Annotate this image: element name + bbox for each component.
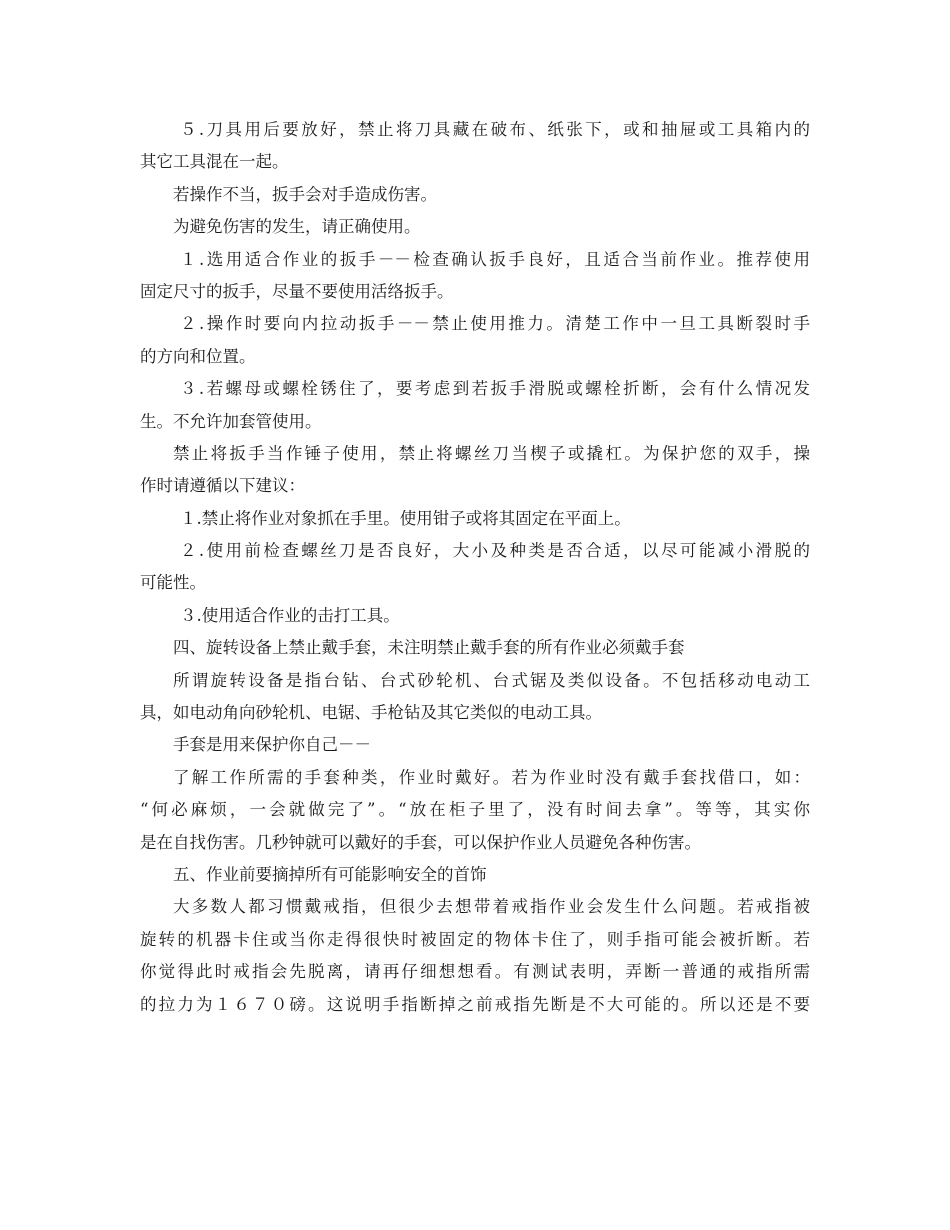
document-body: [140, 114, 810, 1021]
paragraph-line: 生。不允许加套管使用。: [140, 411, 322, 431]
paragraph-line: ３.使用适合作业的击打工具。: [180, 605, 400, 625]
paragraph-line: ３.若螺母或螺栓锈住了，要考虑到若扳手滑脱或螺栓折断，会有什么情况发: [180, 379, 810, 399]
paragraph-line: 是在自找伤害。几秒钟就可以戴好的手套，可以保护作业人员避免各种伤害。: [140, 832, 701, 852]
paragraph-line: 的拉力为１６７０磅。这说明手指断掉之前戒指先断是不大可能的。所以还是不要: [140, 994, 810, 1014]
paragraph-line: 你觉得此时戒指会先脱离，请再仔细想想看。有测试表明，弄断一普通的戒指所需: [140, 962, 810, 982]
section-heading: 四、旋转设备上禁止戴手套，未注明禁止戴手套的所有作业必须戴手套: [173, 638, 685, 658]
paragraph-line: 大多数人都习惯戴戒指，但很少去想带着戒指作业会发生什么问题。若戒指被: [173, 897, 810, 917]
paragraph-line: “何必麻烦，一会就做完了”。“放在柜子里了，没有时间去拿”。等等，其实你: [140, 800, 810, 820]
paragraph-line: １.选用适合作业的扳手－－检查确认扳手良好，且适合当前作业。推荐使用: [180, 249, 810, 269]
paragraph-line: 手套是用来保护你自己－－: [173, 735, 371, 755]
paragraph-line: ２.操作时要向内拉动扳手－－禁止使用推力。清楚工作中一旦工具断裂时手: [180, 314, 810, 334]
paragraph-line: 若操作不当，扳手会对手造成伤害。: [173, 184, 437, 204]
paragraph-line: 的方向和位置。: [140, 346, 256, 366]
paragraph-line: 禁止将扳手当作锤子使用，禁止将螺丝刀当楔子或撬杠。为保护您的双手，操: [173, 443, 810, 463]
paragraph-line: 作时请遵循以下建议：: [140, 476, 305, 496]
paragraph-line: 固定尺寸的扳手，尽量不要使用活络扳手。: [140, 281, 454, 301]
paragraph-line: 其它工具混在一起。: [140, 152, 289, 172]
paragraph-line: 了解工作所需的手套种类，作业时戴好。若为作业时没有戴手套找借口，如：: [173, 767, 810, 787]
section-heading: 五、作业前要摘掉所有可能影响安全的首饰: [173, 864, 487, 884]
paragraph-line: ５.刀具用后要放好，禁止将刀具藏在破布、纸张下，或和抽屉或工具箱内的: [180, 120, 810, 139]
paragraph-line: １.禁止将作业对象抓在手里。使用钳子或将其固定在平面上。: [180, 508, 631, 528]
paragraph-line: 旋转的机器卡住或当你走得很快时被固定的物体卡住了，则手指可能会被折断。若: [140, 929, 810, 949]
paragraph-line: ２.使用前检查螺丝刀是否良好，大小及种类是否合适，以尽可能减小滑脱的: [180, 541, 810, 561]
paragraph-line: 为避免伤害的发生，请正确使用。: [173, 217, 421, 237]
paragraph-line: 具，如电动角向砂轮机、电锯、手枪钻及其它类似的电动工具。: [140, 703, 602, 723]
paragraph-line: 所谓旋转设备是指台钻、台式砂轮机、台式锯及类似设备。不包括移动电动工: [173, 670, 810, 690]
paragraph-line: 可能性。: [140, 573, 206, 593]
